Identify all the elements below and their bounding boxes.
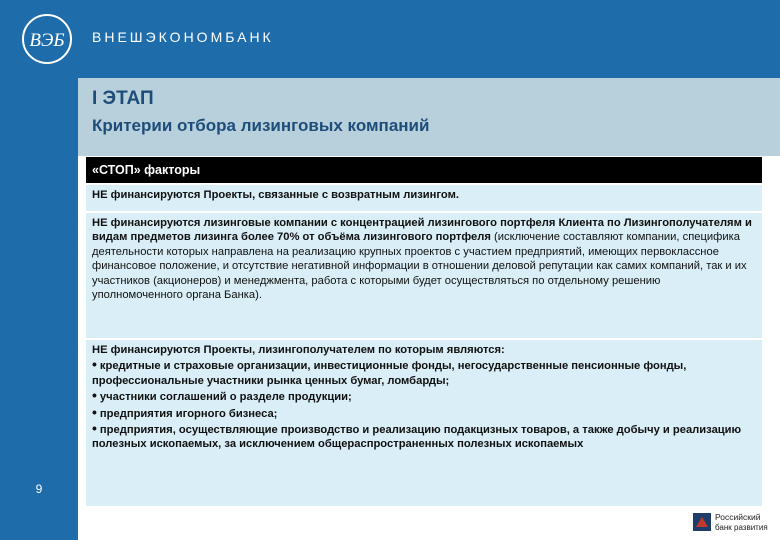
stop-factor-item-2 bbox=[86, 213, 762, 338]
list-item bbox=[92, 357, 754, 388]
page-subtitle: Критерии отбора лизинговых компаний bbox=[92, 116, 430, 135]
header-bar bbox=[0, 0, 780, 78]
list-item-text: участники соглашений о разделе продукции; bbox=[99, 391, 352, 404]
stop-factor-item-1-text: НЕ финансируются Проекты, связанные с возвратным лизингом. bbox=[92, 189, 459, 201]
list-item bbox=[92, 421, 754, 452]
bullet-icon: • bbox=[92, 356, 97, 373]
bullet-icon: • bbox=[92, 403, 97, 420]
logo-text: ВЭБ bbox=[29, 30, 65, 51]
brand-name: ВНЕШЭКОНОМБАНК bbox=[92, 29, 274, 45]
bullet-icon: • bbox=[92, 420, 97, 437]
list-item bbox=[92, 405, 754, 421]
list-item bbox=[92, 388, 754, 404]
stop-factor-item-2-normal: (исключение составляют компании, специфика деятельности которых направлена на реализацию крупных проектов с участием предприятий, имеющих первоклассное финансовое положение, и отсутствие негативной информации в отношении деловой репутации как самих компаний, так и их участников (акционеров) и менеджмента, работа с которыми будет осуществляться по отдельному решению уполномоченного органа Банка). bbox=[92, 231, 747, 302]
stop-factor-item-2-bold: НЕ финансируются лизинговые компании с концентрацией лизингового портфеля Клиента по Лизингополучателям и видам предметов лизинга более 70% от объёма лизингового портфеля bbox=[92, 217, 752, 244]
stage-title: I ЭТАП bbox=[92, 88, 154, 109]
list-item-text: предприятия игорного бизнеса; bbox=[99, 407, 278, 420]
stop-factor-item-1 bbox=[86, 185, 762, 211]
page-number: 9 bbox=[35, 482, 43, 496]
list-item-text: кредитные и страховые организации, инвестиционные фонды, негосударственные пенсионные фонды, профессиональные участники рынка ценных бумаг, ломбарды; bbox=[92, 360, 687, 387]
stop-factor-item-3-intro: НЕ финансируются Проекты, лизингополучателем по которым являются: bbox=[92, 344, 505, 356]
veb-logo-icon bbox=[20, 12, 74, 66]
left-sidebar-bar bbox=[0, 78, 78, 540]
footer-logo-icon bbox=[693, 513, 711, 531]
footer-logo-line2: банк развития bbox=[715, 523, 768, 532]
bullet-icon: • bbox=[92, 387, 97, 404]
list-item-text: предприятия, осуществляющие производство и реализацию подакцизных товаров, а также добычу и реализацию полезных ископаемых, за исключением общераспространенных полезных ископаемых bbox=[92, 424, 742, 451]
stop-factor-item-3 bbox=[86, 340, 762, 506]
stop-factors-header: «СТОП» факторы bbox=[86, 157, 762, 183]
footer-logo bbox=[693, 511, 777, 537]
footer-logo-line1: Российский bbox=[715, 512, 761, 522]
